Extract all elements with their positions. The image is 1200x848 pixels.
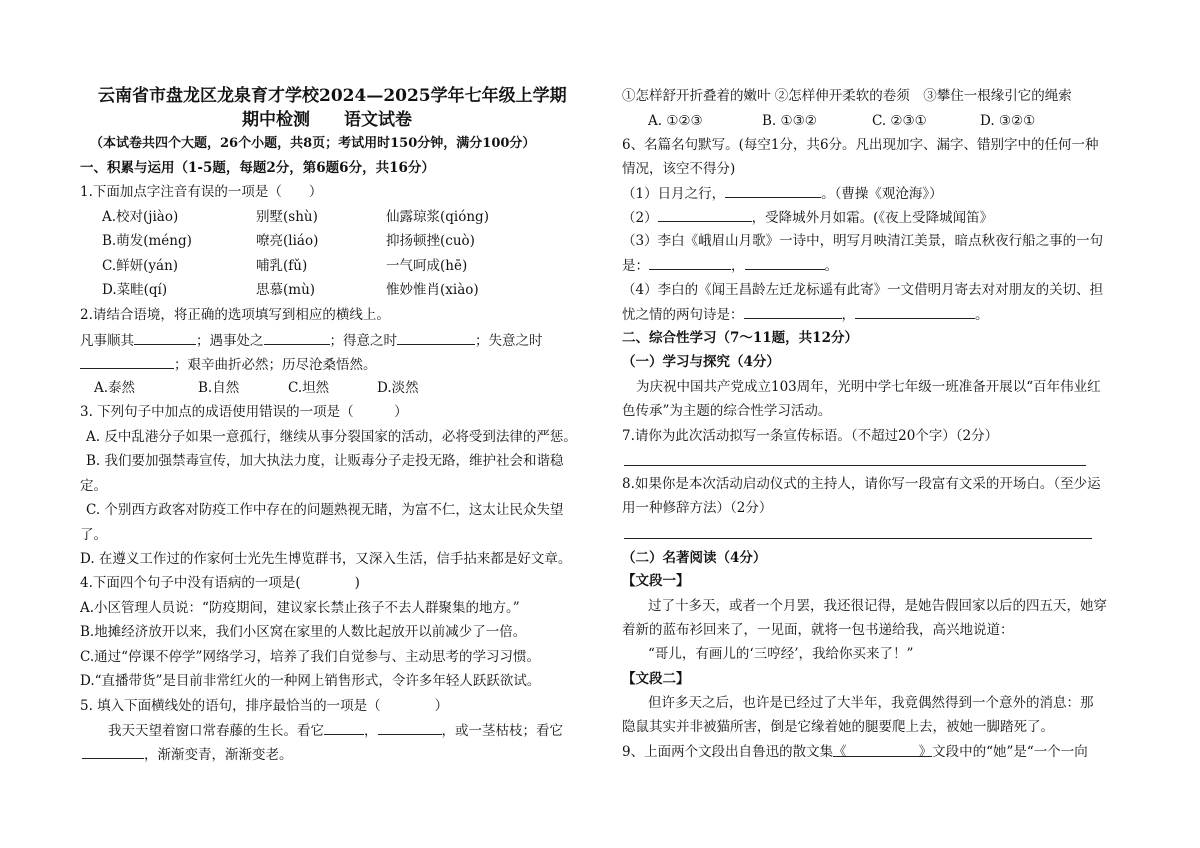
passage-1-heading: 【文段一】 [622,573,690,589]
q2-blank-1[interactable] [134,330,196,345]
q3-option-b-line1: B. 我们要加强禁毒宣传，加大执法力度，让贩毒分子走投无路，维护社会和谐稳 [86,453,564,469]
q5-blank-2[interactable] [378,720,442,735]
q2-blank-2[interactable] [264,330,330,345]
q4-option-c: C.通过“停课不停学”网络学习，培养了我们自觉参与、主动思考的学习习惯。 [80,649,540,665]
q5-passage-line2: ，渐渐变青，渐渐变老。 [82,744,293,765]
q3-option-a: A. 反中乱港分子如果一意孤行，继续从事分裂国家的活动，必将受到法律的严惩。 [86,429,577,445]
question-1: 1.下面加点字注音有误的一项是（ ） [80,184,323,200]
q1-option-b-2: 嘹亮(liáo) [256,233,319,249]
q5-option-a: A. ①②③ [648,113,703,129]
activity-intro-line2: 色传承”为主题的综合性学习活动。 [622,403,832,419]
section-2-heading: 二、综合性学习（7～11题，共12分） [622,330,858,346]
q1-option-a-3: 仙露琼浆(qióng) [386,209,489,225]
q2-blank-3[interactable] [397,330,475,345]
q6-blank-6[interactable] [855,304,975,319]
section-1-heading: 一、积累与运用（1-5题，每题2分，第6题6分，共16分） [80,160,435,176]
q6-blank-2[interactable] [658,207,752,222]
q1-option-c-1: C.鲜妍(yán) [102,258,179,274]
exam-title-line2: 期中检测 语文试卷 [242,110,412,130]
activity-intro-line1: 为庆祝中国共产党成立103周年，光明中学七年级一班准备开展以“百年伟业红 [636,379,1101,395]
passage-1-line3: “哥儿，有画儿的‘三哼经’，我给你买来了！” [648,646,914,662]
q1-option-a-1: A.校对(jiào) [102,209,179,225]
q1-option-d-2: 思慕(mù) [256,282,316,298]
q3-option-c-line1: C. 个别西方政客对防疫工作中存在的问题熟视无睹，为富不仁，这太让民众失望 [86,502,564,518]
q2-option-c: C.坦然 [288,380,330,396]
q6-blank-5[interactable] [744,304,842,319]
q8-answer-line[interactable] [624,538,1092,539]
question-8-line2: 用一种修辞方法）（2分） [622,500,773,516]
question-5: 5. 填入下面横线处的语句，排序最恰当的一项是（ ） [80,698,449,714]
q1-option-b-3: 抑扬顿挫(cuò) [386,233,475,249]
question-8-line1: 8.如果你是本次活动启动仪式的主持人，请你写一段富有文采的开场白。（至少运 [622,476,1101,492]
q1-option-d-1: D.菜畦(qí) [102,282,168,298]
q5-option-b: B. ①③② [762,113,817,129]
q2-fill-line-1: 凡事顺其 ；遇事处之 ；得意之时 ；失意之时 [80,330,543,351]
passage-1-line1: 过了十多天，或者一个月罢，我还很记得，是她告假回家以后的四五天，她穿 [648,598,1107,614]
q1-option-a-2: 别墅(shù) [256,209,318,225]
q6-item-4-line2: 忧之情的两句诗是： ， 。 [622,304,989,325]
q2-fill-line-2: ；艰辛曲折必然；历尽沧桑悟然。 [80,354,377,375]
question-6-line2: 情况，该空不得分) [622,161,736,177]
q2-option-d: D.淡然 [377,380,419,396]
q6-item-2: （2） ，受降城外月如霜。(《夜上受降城闻笛》 [622,207,993,228]
q2-option-a: A.泰然 [94,380,136,396]
q6-blank-4[interactable] [745,255,825,270]
exam-title-line1: 云南省市盘龙区龙泉育才学校2024—2025学年七年级上学期 [98,86,567,106]
q3-option-c-line2: 了。 [80,527,107,543]
q6-item-1: （1）日月之行， 。（曹操《观沧海》） [622,183,943,204]
passage-1-line2: 着新的蓝布衫回来了，一见面，就将一包书递给我，高兴地说道： [622,622,1014,638]
q2-option-b: B.自然 [198,380,240,396]
q4-option-d: D.“直播带货”是目前非常红火的一种网上销售形式，令许多年轻人跃跃欲试。 [80,673,541,689]
question-2: 2.请结合语境，将正确的选项填写到相应的横线上。 [80,307,390,323]
q1-option-c-2: 哺乳(fǔ) [256,258,308,274]
subsection-1-heading: （一）学习与探究（4分） [622,354,780,370]
exam-note: （本试卷共四个大题，26个小题，共8页；考试用时150分钟，满分100分） [90,136,536,151]
q3-option-d: D. 在遵义工作过的作家何士光先生博览群书，又深入生活，信手拈来都是好文章。 [80,551,572,567]
q5-choices: ①怎样舒开折叠着的嫩叶 ②怎样伸开柔软的卷须 ③攀住一根缘引它的绳索 [622,88,1072,104]
question-7: 7.请你为此次活动拟写一条宣传标语。（不超过20个字）（2分） [622,428,999,444]
question-9: 9、上面两个文段出自鲁迅的散文集《 》文段中的“她”是“一个一向 [622,744,1088,760]
question-4: 4.下面四个句子中没有语病的一项是( ) [80,575,360,591]
q1-option-d-3: 惟妙惟肖(xiào) [386,282,479,298]
q7-answer-line[interactable] [624,465,1086,466]
q5-passage-line1: 我天天望着窗口常春藤的生长。看它 ， ，或一茎枯枝；看它 [108,720,563,741]
q6-blank-3[interactable] [649,255,731,270]
q5-option-d: D. ③②① [980,113,1036,129]
q5-blank-3[interactable] [82,744,144,759]
q4-option-a: A.小区管理人员说：“防疫期间，建议家长禁止孩子不去人群聚集的地方。” [80,600,520,616]
q5-blank-1[interactable] [324,720,364,735]
q6-item-3-line1: （3）李白《峨眉山月歌》一诗中，明写月映清江美景，暗点秋夜行船之事的一句 [622,233,1104,249]
passage-2-line2: 隐鼠其实并非被猫所害，倒是它缘着她的腿要爬上去，被她一脚踏死了。 [622,719,1054,735]
passage-2-line1: 但许多天之后，也许是已经过了大半年，我竟偶然得到一个意外的消息：那 [648,695,1094,711]
q6-item-4-line1: （4）李白的《闻王昌龄左迁龙标遥有此寄》一文借明月寄去对对朋友的关切、担 [622,282,1104,298]
q1-option-b-1: B.萌发(méng) [102,233,192,249]
question-3: 3. 下列句子中加点的成语使用错误的一项是（ ） [80,404,408,420]
q4-option-b: B.地摊经济放开以来，我们小区窝在家里的人数比起放开以前减少了一倍。 [80,624,527,640]
question-6-line1: 6、名篇名句默写。(每空1分，共6分。凡出现加字、漏字、错别字中的任何一种 [622,137,1099,153]
q5-option-c: C. ②③① [872,113,927,129]
q1-option-c-3: 一气呵成(hē) [386,258,468,274]
q6-item-3-line2: 是： ， 。 [622,255,838,276]
q2-blank-4[interactable] [80,354,174,369]
passage-2-heading: 【文段二】 [622,671,690,687]
q6-blank-1[interactable] [725,183,821,198]
q3-option-b-line2: 定。 [80,478,107,494]
subsection-2-heading: （二）名著阅读（4分） [622,550,767,566]
